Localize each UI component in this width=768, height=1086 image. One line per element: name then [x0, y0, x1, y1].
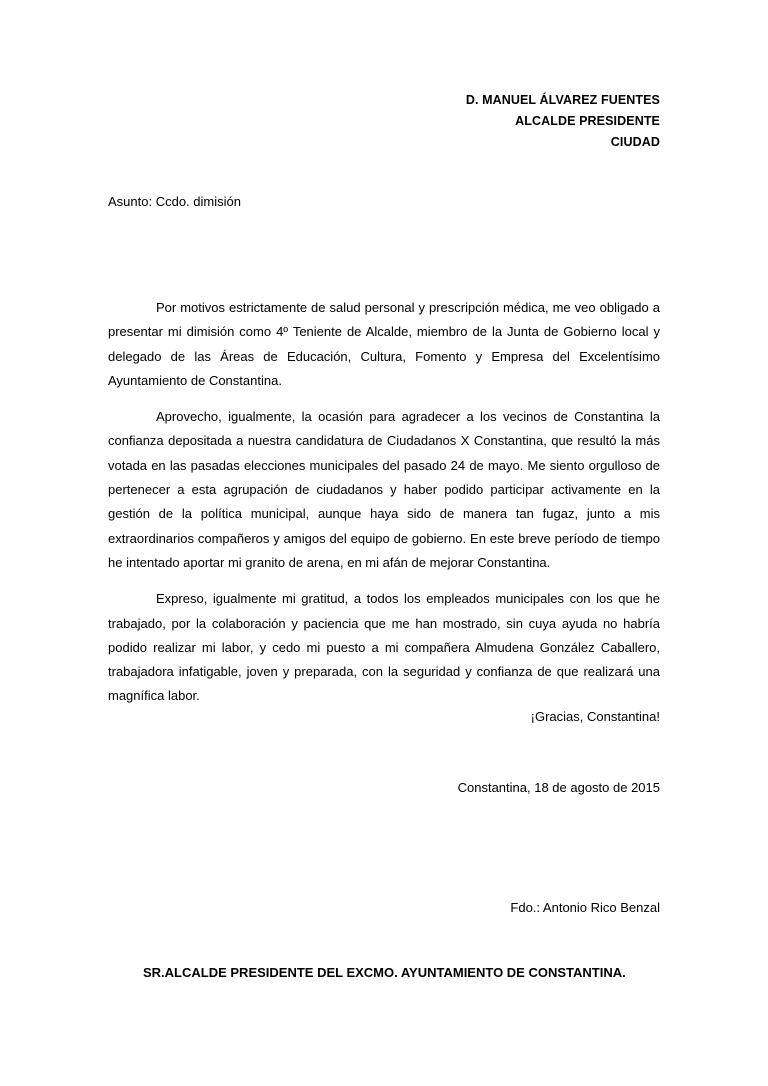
recipient-block: [108, 90, 660, 153]
body-paragraph-2: Aprovecho, igualmente, la ocasión para agradecer a los vecinos de Constantina la confianza depositada a nuestra candidatura de Ciudadanos X Constantina, que resultó la más votada en las pasadas elecciones municipales del pasado 24 de mayo. Me siento orgulloso de pertenecer a esta agrupación de ciudadanos y haber podido participar activamente en la gestión de la política municipal, aunque haya sido de manera tan fugaz, junto a mis extraordinarios compañeros y amigos del equipo de gobierno. En este breve período de tiempo he intentado aportar mi granito de arena, en mi afán de mejorar Constantina.: [108, 409, 660, 570]
letter-body: [108, 296, 660, 709]
date-line: Constantina, 18 de agosto de 2015: [457, 780, 660, 795]
recipient-city: CIUDAD: [610, 135, 660, 149]
thanks-line: ¡Gracias, Constantina!: [530, 709, 660, 724]
subject-line: Asunto: Ccdo. dimisión: [108, 194, 241, 209]
signature-line: Fdo.: Antonio Rico Benzal: [510, 900, 660, 915]
body-paragraph-1: Por motivos estrictamente de salud personal y prescripción médica, me veo obligado a presentar mi dimisión como 4º Teniente de Alcalde, miembro de la Junta de Gobierno local y delegado de las Áreas de Educación, Cultura, Fomento y Empresa del Excelentísimo Ayuntamiento de Constantina.: [108, 300, 660, 388]
recipient-title: ALCALDE PRESIDENTE: [515, 114, 660, 128]
recipient-name: D. MANUEL ÁLVAREZ FUENTES: [465, 93, 660, 107]
body-paragraph-3: Expreso, igualmente mi gratitud, a todos los empleados municipales con los que he trabajado, por la colaboración y paciencia que me han mostrado, sin cuya ayuda no habría podido realizar mi labor, y cedo mi puesto a mi compañera Almudena González Caballero, trabajadora infatigable, joven y preparada, con la seguridad y confianza de que realizará una magnífica labor.: [108, 591, 660, 704]
footer-addressee: SR.ALCALDE PRESIDENTE DEL EXCMO. AYUNTAMIENTO DE CONSTANTINA.: [143, 965, 626, 980]
